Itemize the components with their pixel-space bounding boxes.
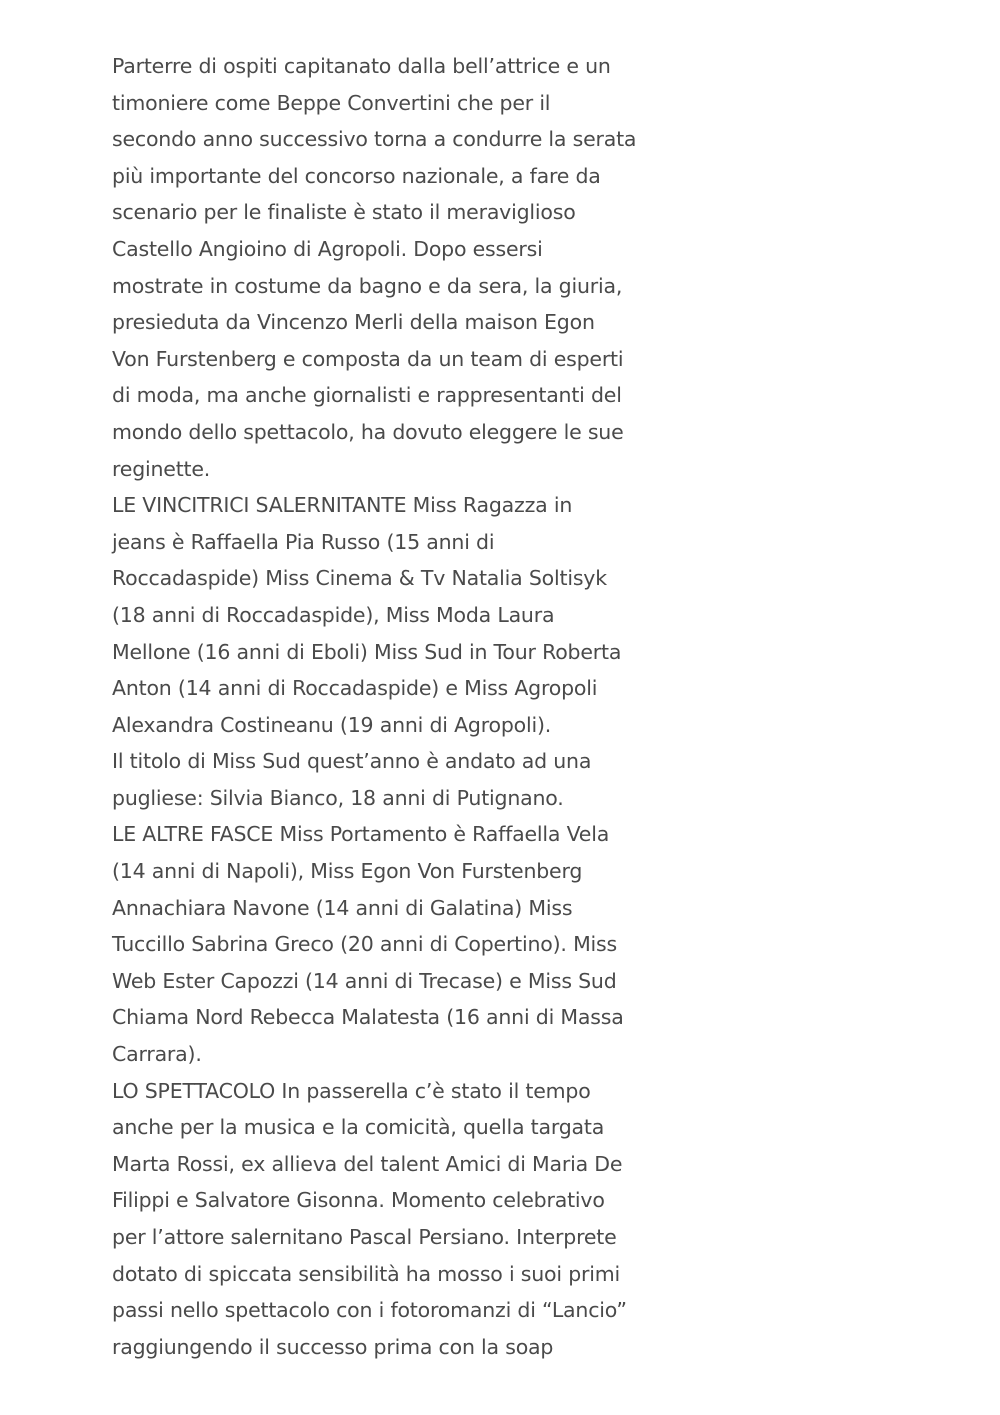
text-line: Castello Angioino di Agropoli. Dopo essersi [112,236,543,261]
text-line: di moda, ma anche giornalisti e rappresentanti del [112,383,622,408]
text-line: Filippi e Salvatore Gisonna. Momento celebrativo [112,1188,605,1213]
text-line: LE ALTRE FASCE Miss Portamento è Raffaella Vela [112,822,610,847]
text-line: scenario per le finaliste è stato il meraviglioso [112,200,576,225]
text-line: più importante del concorso nazionale, a fare da [112,163,601,188]
text-line: passi nello spettacolo con i fotoromanzi di “Lancio” [112,1298,627,1323]
text-line: LO SPETTACOLO In passerella c’è stato il tempo [112,1078,591,1103]
text-line: Web Ester Capozzi (14 anni di Trecase) e Miss Sud [112,968,617,993]
text-line: mostrate in costume da bagno e da sera, la giuria, [112,273,623,298]
text-line: (14 anni di Napoli), Miss Egon Von Furstenberg [112,859,583,884]
text-line: Parterre di ospiti capitanato dalla bell’attrice e un [112,54,611,78]
text-line: jeans è Raffaella Pia Russo (15 anni di [112,529,495,554]
text-line: secondo anno successivo torna a condurre la serata [112,127,637,152]
text-line: Chiama Nord Rebecca Malatesta (16 anni di Massa [112,1005,624,1030]
text-line: presieduta da Vincenzo Merli della maison Egon [112,310,595,335]
text-line: (18 anni di Roccadaspide), Miss Moda Laura [112,602,555,627]
text-line: Alexandra Costineanu (19 anni di Agropoli). [112,712,552,737]
text-line: Tuccillo Sabrina Greco (20 anni di Copertino). Miss [112,932,618,957]
text-line: per l’attore salernitano Pascal Persiano. Interprete [112,1225,617,1249]
text-line: LE VINCITRICI SALERNITANTE Miss Ragazza in [112,493,573,518]
text-line: Roccadaspide) Miss Cinema & Tv Natalia Soltisyk [112,566,607,591]
text-line: pugliese: Silvia Bianco, 18 anni di Putignano. [112,785,564,810]
text-line: Carrara). [112,1042,202,1067]
text-line: mondo dello spettacolo, ha dovuto eleggere le sue [112,419,624,444]
text-line: raggiungendo il successo prima con la soap [112,1334,554,1359]
text-line: Il titolo di Miss Sud quest’anno è andato ad una [112,749,592,774]
article-body [112,48,637,1365]
text-line: anche per la musica e la comicità, quella targata [112,1115,605,1140]
text-line: reginette. [112,456,211,481]
text-line: dotato di spiccata sensibilità ha mosso i suoi primi [112,1261,621,1286]
text-line: Marta Rossi, ex allieva del talent Amici di Maria De [112,1151,623,1176]
text-line: Anton (14 anni di Roccadaspide) e Miss Agropoli [112,676,598,701]
text-line: timoniere come Beppe Convertini che per il [112,90,551,115]
text-line: Von Furstenberg e composta da un team di esperti [112,346,624,371]
text-line: Mellone (16 anni di Eboli) Miss Sud in Tour Roberta [112,639,622,664]
text-line: Annachiara Navone (14 anni di Galatina) Miss [112,895,573,920]
